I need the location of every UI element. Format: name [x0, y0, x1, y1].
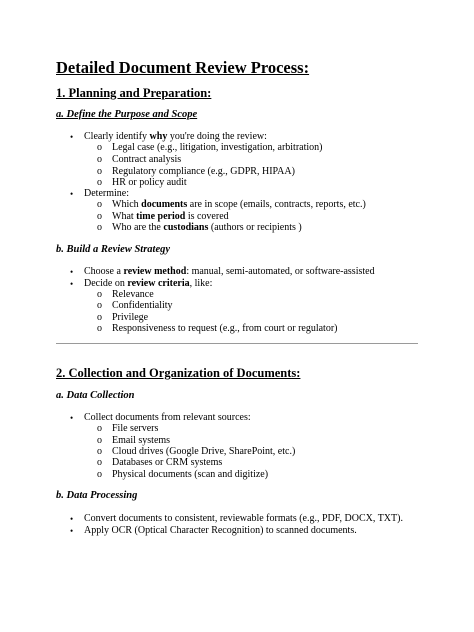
sub-bullet-marker: o: [97, 323, 102, 334]
sub-bullet-marker: o: [97, 222, 102, 233]
sub-bullet-marker: o: [97, 142, 102, 153]
horizontal-divider: [56, 343, 418, 344]
sub-bullet-marker: o: [97, 166, 102, 177]
sub-list-item: Privilege: [112, 312, 149, 323]
bullet-marker: •: [70, 413, 74, 423]
sub-bullet-marker: o: [97, 312, 102, 323]
bullet-marker: •: [70, 132, 74, 142]
sub-bullet-marker: o: [97, 289, 102, 300]
section-2-heading: 2. Collection and Organization of Documents:: [56, 366, 301, 380]
sub-list-item: Cloud drives (Google Drive, SharePoint, etc.): [112, 446, 296, 457]
sub-list-item: Physical documents (scan and digitize): [112, 469, 269, 480]
section-1a-heading: a. Define the Purpose and Scope: [56, 109, 198, 120]
sub-bullet-marker: o: [97, 177, 102, 188]
sub-bullet-marker: o: [97, 199, 102, 210]
list-item: Clearly identify why you're doing the review:: [84, 131, 267, 142]
sub-list-item: Which documents are in scope (emails, contracts, reports, etc.): [112, 199, 366, 210]
list-item: Decide on review criteria, like:: [84, 278, 213, 289]
sub-bullet-marker: o: [97, 211, 102, 222]
sub-list-item: File servers: [112, 423, 159, 434]
sub-list-item: Confidentiality: [112, 300, 173, 311]
sub-list-item: Regulatory compliance (e.g., GDPR, HIPAA): [112, 166, 295, 177]
sub-list-item: Databases or CRM systems: [112, 457, 223, 468]
section-2b-heading: b. Data Processing: [56, 490, 138, 501]
sub-bullet-marker: o: [97, 469, 102, 480]
bullet-marker: •: [70, 267, 74, 277]
sub-list-item: HR or policy audit: [112, 177, 187, 188]
bullet-marker: •: [70, 514, 74, 524]
sub-list-item: Responsiveness to request (e.g., from court or regulator): [112, 323, 338, 334]
bullet-marker: •: [70, 526, 74, 536]
bullet-marker: •: [70, 279, 74, 289]
list-item: Apply OCR (Optical Character Recognition) to scanned documents.: [84, 525, 357, 536]
list-item: Choose a review method: manual, semi-automated, or software-assisted: [84, 266, 375, 277]
sub-bullet-marker: o: [97, 300, 102, 311]
sub-bullet-marker: o: [97, 435, 102, 446]
sub-list-item: What time period is covered: [112, 211, 229, 222]
document-title: Detailed Document Review Process:: [56, 58, 310, 77]
sub-bullet-marker: o: [97, 423, 102, 434]
section-1-heading: 1. Planning and Preparation:: [56, 86, 212, 100]
list-item: Convert documents to consistent, reviewable formats (e.g., PDF, DOCX, TXT).: [84, 513, 403, 524]
sub-list-item: Email systems: [112, 435, 171, 446]
bullet-marker: •: [70, 189, 74, 199]
list-item: Collect documents from relevant sources:: [84, 412, 251, 423]
sub-bullet-marker: o: [97, 446, 102, 457]
list-item: Determine:: [84, 188, 129, 199]
sub-bullet-marker: o: [97, 154, 102, 165]
section-2a-heading: a. Data Collection: [56, 390, 135, 401]
sub-list-item: Legal case (e.g., litigation, investigation, arbitration): [112, 142, 323, 153]
sub-bullet-marker: o: [97, 457, 102, 468]
sub-list-item: Who are the custodians (authors or recipients ): [112, 222, 302, 233]
sub-list-item: Contract analysis: [112, 154, 182, 165]
sub-list-item: Relevance: [112, 289, 154, 300]
section-1b-heading: b. Build a Review Strategy: [56, 244, 171, 255]
